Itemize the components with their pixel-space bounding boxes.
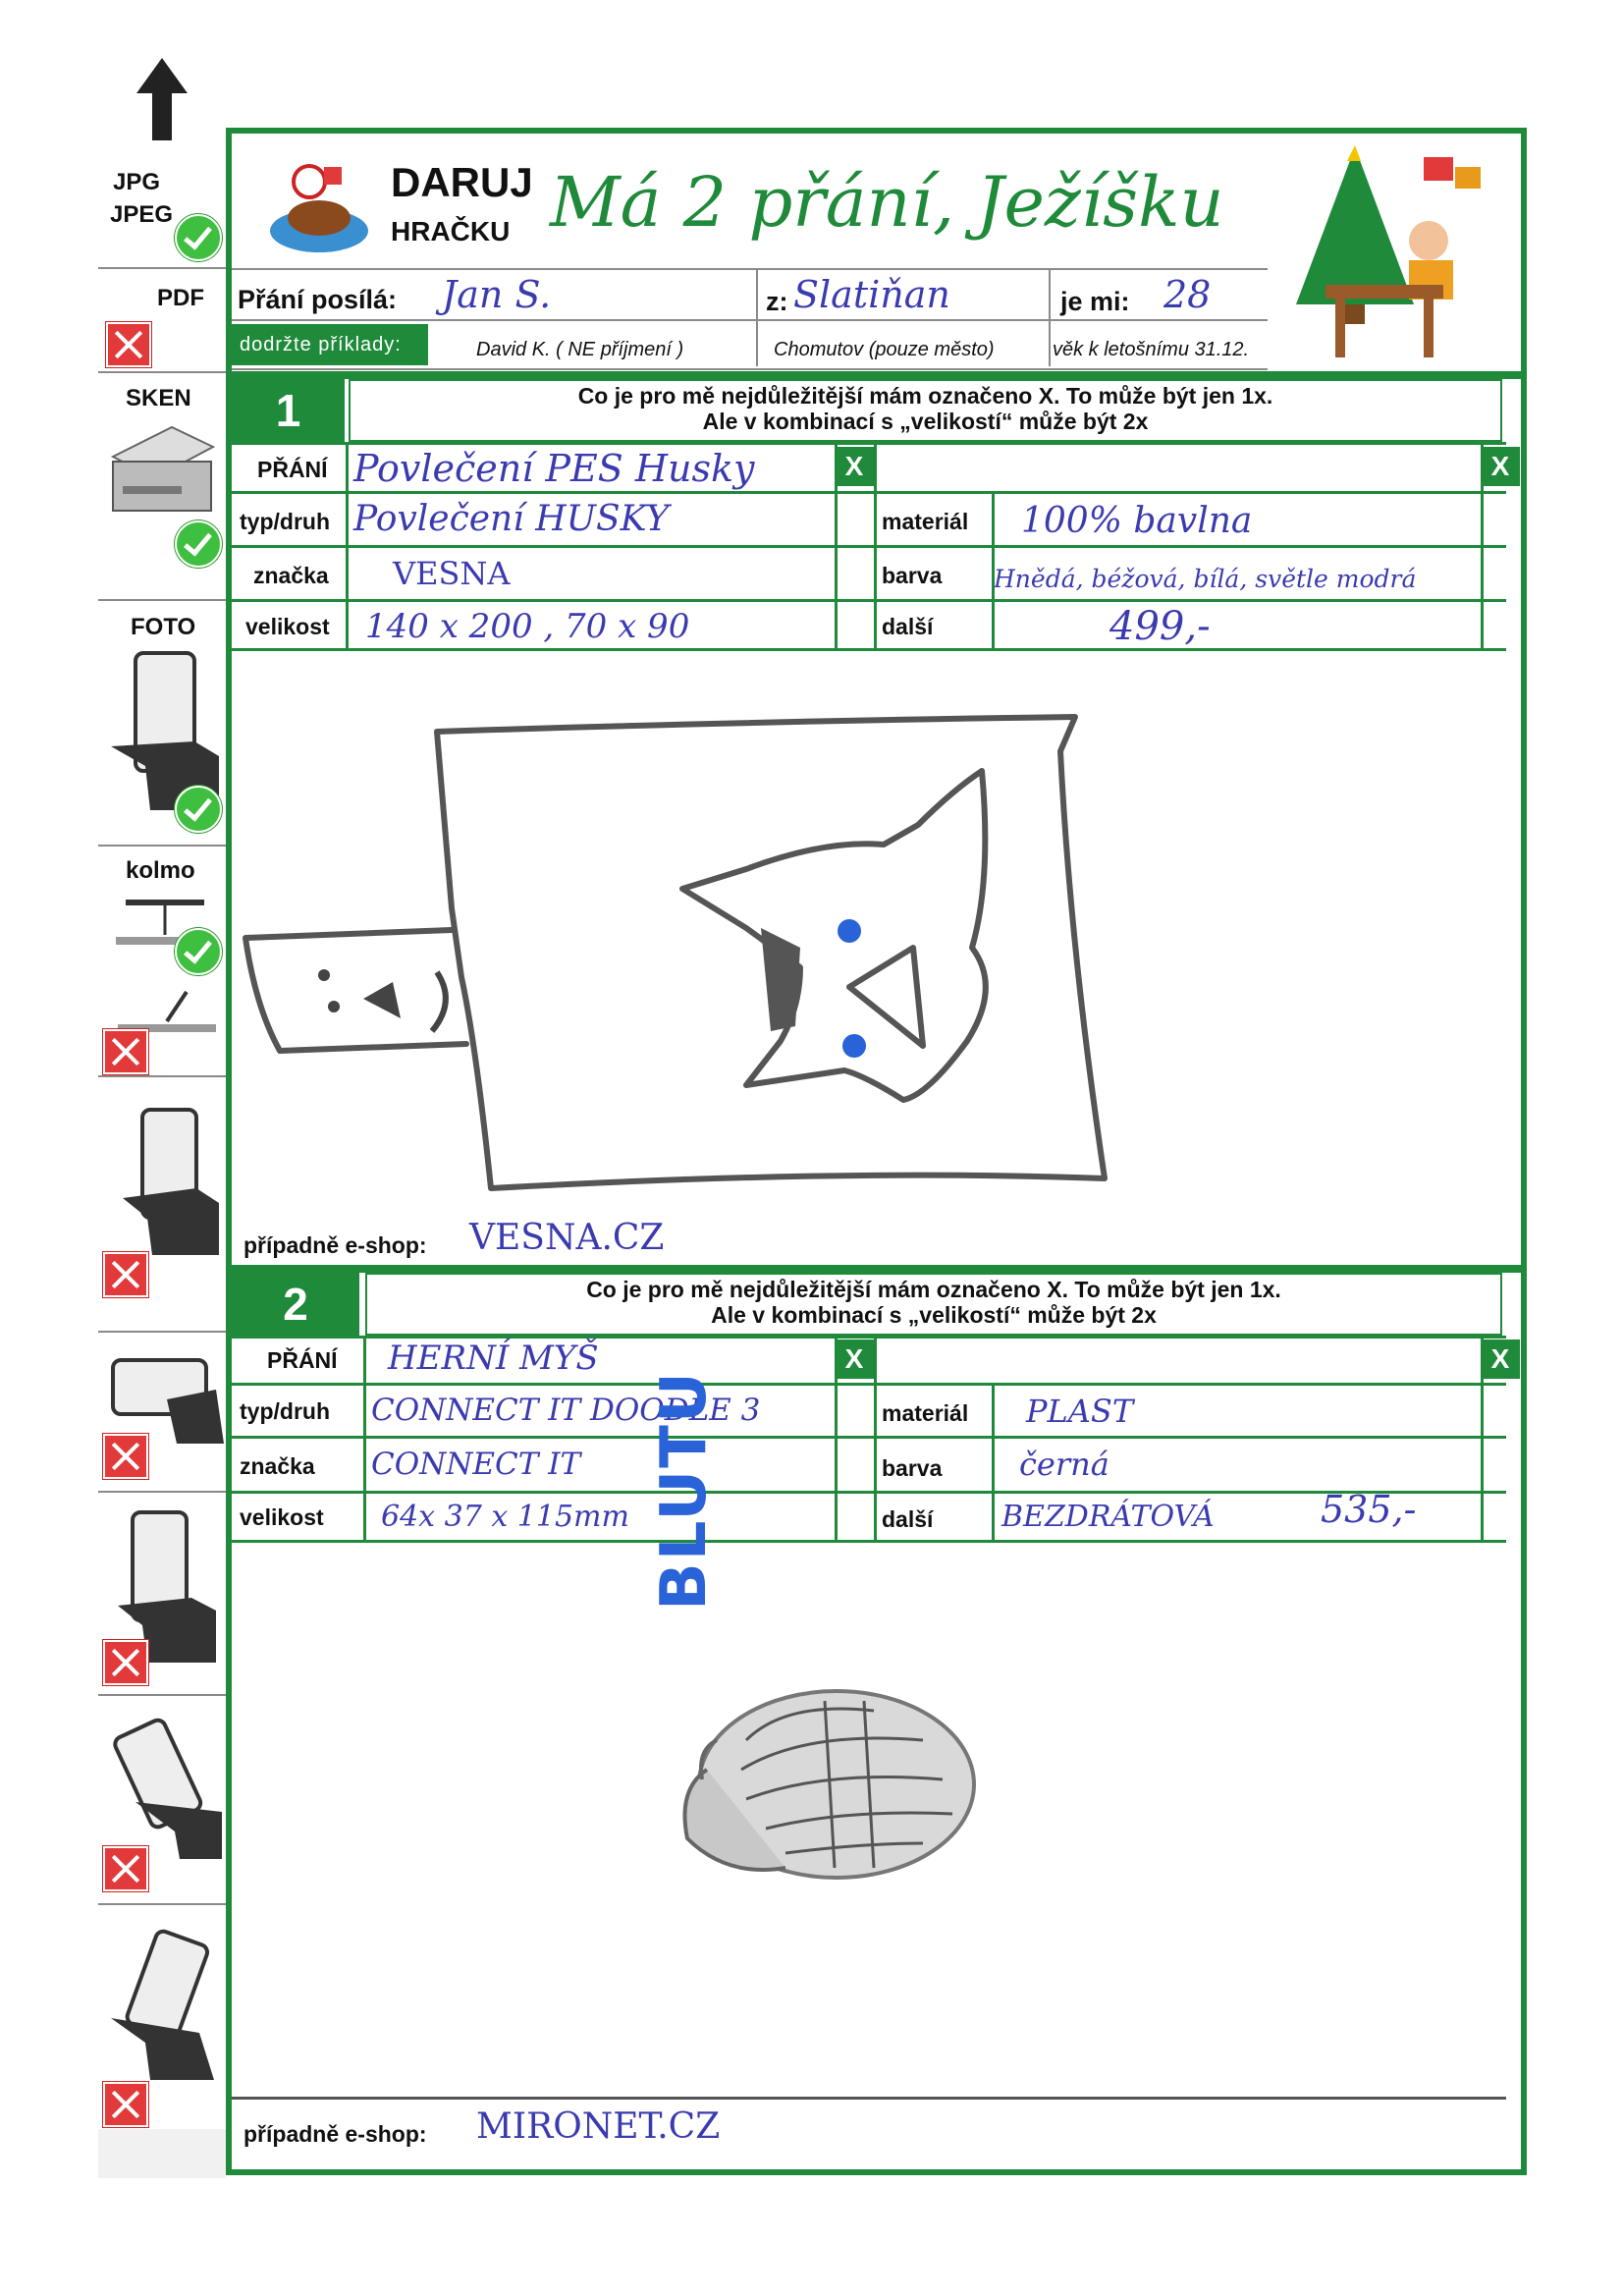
example-city: Chomutov (pouze město)	[774, 339, 995, 360]
label-znacka: značka	[240, 1453, 315, 1479]
sender-label: Přání posílá:	[238, 285, 398, 314]
example-age: věk k letošnímu 31.12.	[1053, 339, 1250, 360]
wish1-row-line	[232, 648, 1506, 651]
phone-tilted-icon	[106, 1925, 224, 2082]
page-title: Má 2 přání, Ježíšku	[550, 162, 1224, 243]
sender-row-line	[232, 268, 1268, 270]
divider	[98, 845, 226, 847]
wish1-row-line	[232, 599, 1506, 602]
wish1-typ-value[interactable]: Povlečení HUSKY	[353, 499, 670, 539]
label-material: materiál	[882, 1400, 969, 1426]
wish2-material-value[interactable]: PLAST	[1026, 1393, 1134, 1430]
wish2-eshop-value[interactable]: MIRONET.CZ	[476, 2106, 721, 2147]
wish2-prani-value[interactable]: HERNÍ MYŠ	[388, 1339, 599, 1378]
wish2-drawing	[236, 1544, 1502, 2094]
cross-icon	[103, 2082, 148, 2127]
wish2-top-bar	[232, 1265, 1521, 1273]
city-value[interactable]: Slatiňan	[793, 273, 950, 316]
format-jpg-label: JPG	[113, 169, 161, 195]
priority-x-mark[interactable]: X	[1481, 1339, 1520, 1379]
check-icon	[175, 928, 222, 975]
wish1-eshop-value[interactable]: VESNA.CZ	[469, 1218, 665, 1258]
sender-name-value[interactable]: Jan S.	[442, 273, 552, 316]
cross-icon	[103, 1846, 148, 1891]
wish2-znacka-value[interactable]: CONNECT IT	[371, 1447, 581, 1482]
wish2-price-value[interactable]: 535,-	[1321, 1488, 1417, 1531]
label-material: materiál	[882, 509, 969, 534]
example-name: David K. ( NE příjmení )	[476, 339, 684, 360]
cross-icon	[103, 1640, 148, 1685]
logo-hracku: HRAČKU	[391, 216, 511, 246]
wish1-col-line	[874, 442, 877, 650]
wish2-col-line	[363, 1336, 366, 1542]
wish1-note-line1: Co je pro mě nejdůležitější mám označeno X. To může být jen 1x.	[577, 383, 1273, 409]
phone-tilted-icon	[106, 1714, 224, 1861]
wish1-velikost-value[interactable]: 140 x 200 , 70 x 90	[365, 607, 690, 646]
check-icon	[175, 214, 222, 261]
label-barva: barva	[882, 1455, 943, 1481]
label-prani: PŘÁNÍ	[257, 457, 328, 482]
wish2-typ-value[interactable]: CONNECT IT DOODLE 3	[371, 1393, 761, 1428]
divider	[98, 1075, 226, 1077]
label-dalsi: další	[882, 614, 934, 639]
label-znacka: značka	[253, 563, 329, 588]
wish2-eshop-line	[232, 2097, 1506, 2100]
cross-icon	[103, 1029, 148, 1074]
label-velikost: velikost	[245, 614, 330, 639]
divider	[98, 1903, 226, 1905]
wish1-prani-value[interactable]: Povlečení PES Husky	[353, 447, 755, 490]
wish1-drawing	[236, 653, 1502, 1218]
wish2-row-line	[232, 1383, 1506, 1386]
wish2-row-line	[232, 1491, 1506, 1494]
wish1-row-line	[232, 545, 1506, 548]
kolmo-label: kolmo	[126, 857, 195, 884]
divider	[98, 599, 226, 601]
divider	[98, 1491, 226, 1493]
phone-hand-icon	[113, 1090, 221, 1257]
check-icon	[175, 786, 222, 833]
cross-icon	[103, 1252, 148, 1297]
wish2-row-line	[232, 1436, 1506, 1439]
wish1-top-bar	[232, 371, 1521, 379]
wish1-row-line	[232, 442, 1506, 445]
divider	[98, 1694, 226, 1696]
wish-number-1: 1	[232, 379, 345, 442]
wish1-material-value[interactable]: 100% bavlna	[1021, 501, 1253, 541]
wish2-dalsi-value[interactable]: BEZDRÁTOVÁ	[1001, 1500, 1215, 1534]
scanner-icon	[103, 417, 221, 525]
wish1-col-line	[346, 442, 349, 650]
logo-daruj: DARUJ	[391, 159, 533, 205]
wish2-barva-value[interactable]: černá	[1019, 1446, 1109, 1483]
label-barva: barva	[882, 563, 943, 588]
wish2-note-line2: Ale v kombinací s „velikostí“ může být 2x	[711, 1302, 1157, 1328]
wish2-drawing-text: BLUTU	[648, 1370, 721, 1611]
wish2-velikost-value[interactable]: 64x 37 x 115mm	[381, 1500, 629, 1534]
priority-x-mark[interactable]: X	[1481, 447, 1520, 486]
priority-x-mark[interactable]: X	[835, 1339, 874, 1379]
label-dalsi: další	[882, 1506, 934, 1532]
divider	[98, 1331, 226, 1333]
wish1-row-line	[232, 491, 1506, 494]
label-typ: typ/druh	[240, 509, 330, 534]
wish2-col-line	[992, 1383, 995, 1542]
divider	[98, 371, 226, 373]
christmas-illustration	[1276, 137, 1512, 373]
examples-underline	[232, 368, 1268, 370]
wish1-dalsi-value[interactable]: 499,-	[1109, 604, 1211, 649]
label-velikost: velikost	[240, 1504, 324, 1530]
age-label: je mi:	[1060, 287, 1130, 316]
wish1-znacka-value[interactable]: VESNA	[393, 555, 511, 592]
arrow-up-icon	[133, 54, 191, 142]
wish2-note-line1: Co je pro mě nejdůležitější mám označeno X. To může být jen 1x.	[586, 1277, 1281, 1302]
label-prani: PŘÁNÍ	[267, 1347, 338, 1373]
examples-label: dodržte příklady:	[240, 334, 402, 355]
sender-row-bottom-line	[232, 319, 1268, 321]
priority-x-mark[interactable]: X	[835, 447, 874, 486]
wish2-col-line	[874, 1336, 877, 1542]
cross-icon	[106, 322, 151, 367]
city-label: z:	[766, 287, 788, 316]
wish2-row-line	[232, 1540, 1506, 1543]
sidebar-bottom-shade	[98, 2129, 226, 2178]
cross-icon	[103, 1434, 148, 1479]
wish1-eshop-label: případně e-shop:	[243, 1232, 427, 1258]
wish2-eshop-label: případně e-shop:	[243, 2121, 427, 2147]
age-value[interactable]: 28	[1163, 273, 1212, 316]
format-sken-label: SKEN	[126, 385, 191, 411]
format-pdf-label: PDF	[157, 285, 204, 311]
format-jpeg-label: JPEG	[110, 201, 174, 228]
format-foto-label: FOTO	[131, 614, 196, 640]
label-typ: typ/druh	[240, 1398, 330, 1424]
sender-divider-2	[1049, 268, 1051, 366]
check-icon	[175, 520, 222, 568]
wish-number-2: 2	[232, 1273, 359, 1336]
sender-divider-1	[756, 268, 758, 366]
wish1-barva-value[interactable]: Hnědá, béžová, bílá, světle modrá	[994, 565, 1417, 593]
divider	[98, 267, 226, 269]
daruj-hracku-logo	[265, 147, 533, 265]
wish1-note-line2: Ale v kombinací s „velikostí“ může být 2x	[702, 409, 1149, 434]
